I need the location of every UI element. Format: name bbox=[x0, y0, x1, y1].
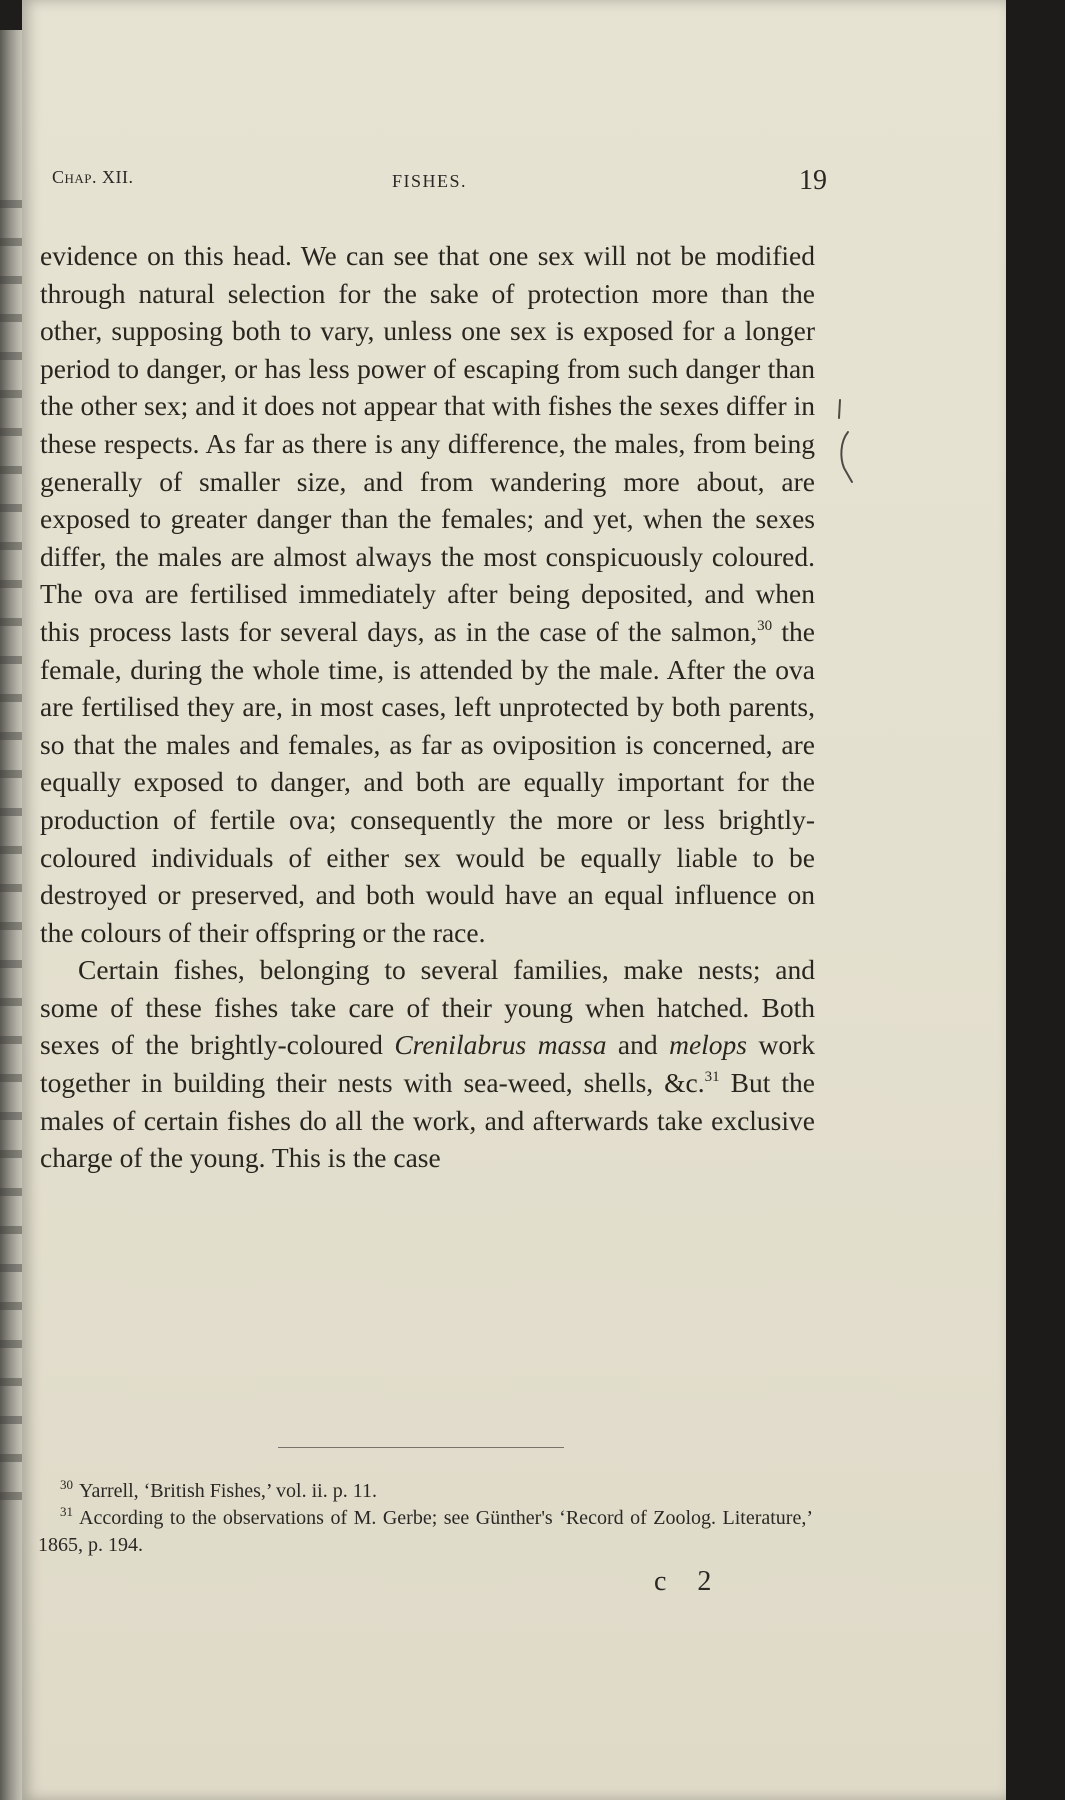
text-run: and bbox=[606, 1029, 670, 1061]
chapter-label: Chap. XII. bbox=[52, 167, 134, 187]
species-name: Crenilabrus massa bbox=[394, 1029, 607, 1061]
footnote-divider bbox=[278, 1447, 564, 1448]
text-run: But the males of certain fishes do all the work, and afterwards take exclusive charge of the young. This is the case bbox=[40, 1067, 815, 1174]
running-head bbox=[52, 165, 827, 205]
footnote-number: 30 bbox=[60, 1477, 73, 1492]
text-run: evidence on this head. We can see that one sex will not be modified through natural selection for the sake of protection more than the other, supposing both to vary, unless one sex is exposed for a longer period to danger, or has less power of escaping from such danger than the other sex; and it does not appear that with fishes the sexes differ in these respects. As far as there is any difference, the males, from being generally of smaller size, and from wandering more about, are exposed to greater danger than the females; and yet, when the sexes differ, the males are almost always the most conspicuously coloured. The ova are fertilised immediately after being deposited, and when this process lasts for several days, as in the case of the salmon, bbox=[40, 240, 815, 647]
paragraph-1 bbox=[40, 237, 815, 951]
text-run: work together in building their nests with sea-weed, shells, &c. bbox=[40, 1029, 815, 1099]
signature-mark: c 2 bbox=[654, 1566, 724, 1597]
footnotes bbox=[38, 1478, 813, 1559]
scan-background bbox=[1006, 0, 1065, 1800]
text-run: Certain fishes, belonging to several families, make nests; and some of these fishes take care of their young when hatched. Both sexes of the brightly-coloured bbox=[40, 954, 815, 1061]
body-text bbox=[40, 237, 815, 1177]
footnote-31 bbox=[38, 1505, 813, 1559]
footnote-reference: 31 bbox=[704, 1069, 720, 1086]
footnote-reference: 30 bbox=[757, 617, 773, 634]
paragraph-2 bbox=[40, 951, 815, 1177]
section-title: FISHES. bbox=[392, 171, 468, 191]
text-run: the female, during the whole time, is attended by the male. After the ova are fertilised they are, in most cases, left unprotected by both parents, so that the males and females, as far as oviposition is concerned, are equally exposed to danger, and both are equally important for the production of fertile ova; consequently the more or less brightly-coloured individuals of either sex would be equally liable to be destroyed or preserved, and both would have an equal influence on the colours of their offspring or the race. bbox=[40, 615, 815, 948]
footnote-text: According to the observations of M. Gerbe; see Günther's ‘Record of Zoolog. Literature,’ 1865, p. 194. bbox=[38, 1507, 813, 1556]
page-number: 19 bbox=[799, 165, 827, 196]
species-name: melops bbox=[669, 1029, 748, 1061]
footnote-number: 31 bbox=[60, 1504, 73, 1519]
footnote-text: Yarrell, ‘British Fishes,’ vol. ii. p. 11. bbox=[79, 1480, 377, 1502]
footnote-30 bbox=[38, 1478, 813, 1505]
pencil-bracket-mark bbox=[834, 396, 856, 496]
